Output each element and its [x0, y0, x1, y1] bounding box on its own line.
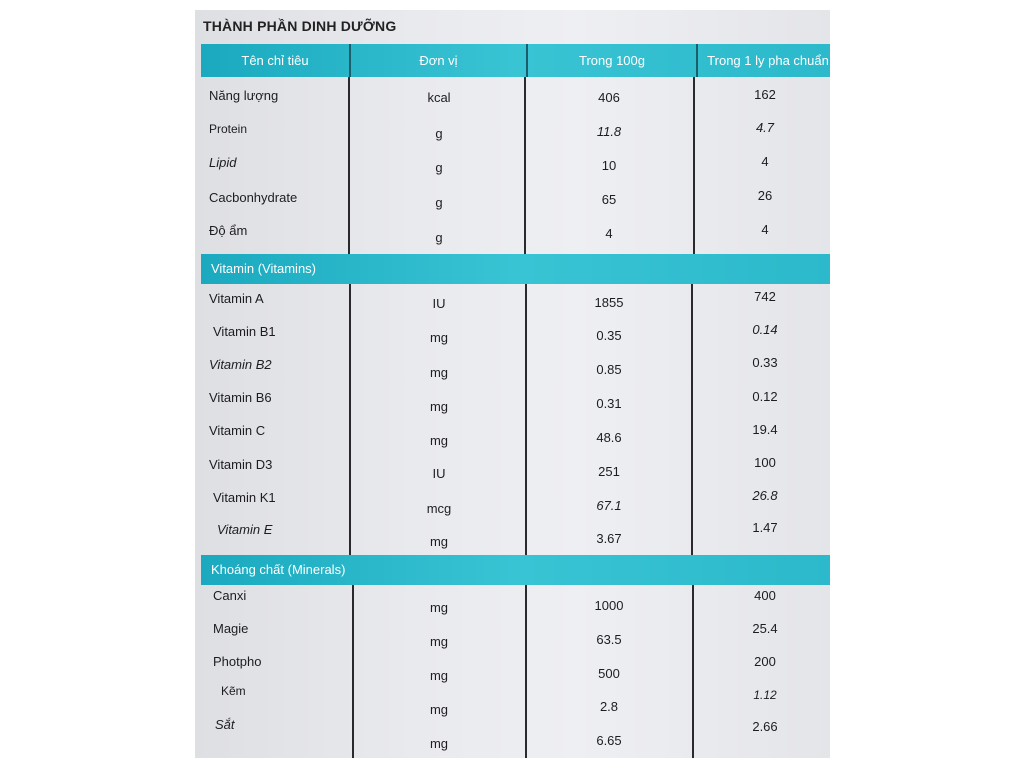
row-per100: 63.5 — [596, 632, 622, 647]
row-name: Vitamin C — [209, 423, 266, 438]
row-unit: kcal — [427, 90, 451, 105]
row-unit: mg — [429, 634, 449, 649]
row-percup: 0.12 — [752, 389, 778, 404]
header-per100: Trong 100g — [578, 53, 645, 68]
row-name: Độ ẩm — [209, 223, 248, 238]
row-unit: g — [435, 126, 443, 141]
row-name: Canxi — [213, 588, 247, 603]
row-unit: mcg — [426, 501, 452, 516]
row-percup: 26 — [757, 188, 773, 203]
row-unit: mg — [429, 736, 449, 751]
row-name: Magie — [213, 621, 249, 636]
row-unit: mg — [429, 399, 449, 414]
row-per100: 0.31 — [596, 396, 622, 411]
row-unit: mg — [429, 433, 449, 448]
row-per100: 4 — [605, 226, 613, 241]
row-unit: mg — [429, 330, 449, 345]
row-percup: 2.66 — [752, 719, 778, 734]
row-per100: 67.1 — [596, 498, 622, 513]
row-name: Cacbonhydrate — [209, 190, 298, 205]
row-name: Sắt — [215, 717, 235, 732]
section-vitamins: Vitamin (Vitamins) — [201, 254, 830, 284]
row-name: Vitamin A — [209, 291, 264, 306]
row-unit: g — [435, 160, 443, 175]
row-name: Vitamin B6 — [209, 390, 272, 405]
row-name: Vitamin B1 — [213, 324, 276, 339]
row-per100: 500 — [598, 666, 620, 681]
row-unit: mg — [429, 534, 449, 549]
row-per100: 0.85 — [596, 362, 622, 377]
row-name: Năng lượng — [209, 88, 279, 103]
row-per100: 48.6 — [596, 430, 622, 445]
row-percup: 400 — [754, 588, 776, 603]
row-unit: mg — [429, 668, 449, 683]
header-unit: Đơn vị — [419, 53, 458, 68]
label-title: THÀNH PHẦN DINH DƯỠNG — [203, 18, 397, 34]
row-name: Lipid — [209, 155, 237, 170]
row-per100: 6.65 — [596, 733, 622, 748]
row-percup: 26.8 — [752, 488, 778, 503]
row-unit: g — [435, 195, 443, 210]
row-per100: 2.8 — [599, 699, 619, 714]
row-percup: 100 — [754, 455, 776, 470]
row-per100: 3.67 — [596, 531, 622, 546]
column-divider — [691, 284, 693, 555]
row-name: Kẽm — [221, 684, 246, 698]
row-percup: 19.4 — [752, 422, 778, 437]
row-name: Protein — [209, 122, 248, 136]
row-percup: 4 — [761, 154, 769, 169]
row-name: Vitamin E — [217, 522, 273, 537]
row-percup: 200 — [754, 654, 776, 669]
nutrition-label — [195, 10, 830, 758]
row-unit: mg — [429, 600, 449, 615]
row-per100: 11.8 — [596, 124, 622, 139]
row-percup: 25.4 — [752, 621, 778, 636]
row-unit: mg — [429, 702, 449, 717]
header-percup: Trong 1 ly pha chuẩn — [707, 53, 829, 68]
row-percup: 1.47 — [752, 520, 778, 535]
table-header — [201, 44, 830, 77]
header-name: Tên chỉ tiêu — [241, 53, 309, 68]
row-percup: 162 — [754, 87, 776, 102]
row-percup: 4 — [761, 222, 769, 237]
row-name: Vitamin D3 — [209, 457, 273, 472]
row-name: Vitamin B2 — [209, 357, 272, 372]
row-percup: 4.7 — [755, 120, 775, 135]
row-unit: IU — [432, 466, 446, 481]
row-percup: 1.12 — [753, 688, 777, 702]
row-per100: 1000 — [594, 598, 624, 613]
row-per100: 406 — [598, 90, 620, 105]
row-unit: IU — [432, 296, 446, 311]
row-per100: 65 — [601, 192, 617, 207]
row-percup: 742 — [754, 289, 776, 304]
section-minerals: Khoáng chất (Minerals) — [201, 555, 830, 585]
row-per100: 251 — [598, 464, 620, 479]
row-name: Vitamin K1 — [213, 490, 276, 505]
row-name: Photpho — [213, 654, 262, 669]
row-unit: mg — [429, 365, 449, 380]
row-percup: 0.14 — [752, 322, 778, 337]
row-per100: 1855 — [594, 295, 624, 310]
row-per100: 0.35 — [596, 328, 622, 343]
row-unit: g — [435, 230, 443, 245]
row-per100: 10 — [601, 158, 617, 173]
row-percup: 0.33 — [752, 355, 778, 370]
